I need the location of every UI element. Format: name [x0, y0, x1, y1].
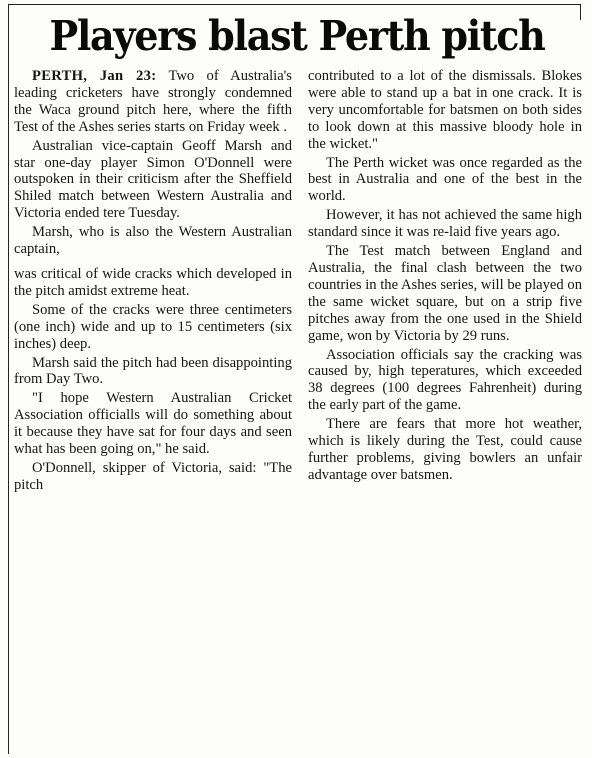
- clipping-border-left: [8, 4, 9, 754]
- paragraph: "I hope Western Australian Cricket Association officialls will do something about it because they have sat for four days and seen what has been going on," he said.: [14, 390, 292, 458]
- paragraph: The Test match between England and Australia, the final clash between the two countries in the Ashes series, will be played on the same wicket square, but on a strip five pitches away from the one used in the Shield game, won by Victoria by 29 runs.: [308, 243, 582, 344]
- article-column-left: [14, 68, 292, 496]
- paragraph: The Perth wicket was once regarded as the best in Australia and one of the best in the world.: [308, 154, 582, 205]
- paragraph: was critical of wide cracks which developed in the pitch amidst extreme heat.: [14, 265, 292, 299]
- dateline: PERTH, Jan 23:: [32, 68, 157, 84]
- paragraph-text: Two of Australia's leading cricketers have strongly condemned the Waca ground pitch here, where the fifth Test of the Ashes series starts on Friday week .: [14, 68, 292, 135]
- paragraph: contributed to a lot of the dismissals. Blokes were able to stand up a bat in one crack. It is very uncomfortable for batsmen on both sides to look down at this massive bloody hole in the wicket.": [308, 68, 582, 152]
- paragraph: Australian vice-captain Geoff Marsh and star one-day player Simon O'Donnell were outspoken in their criticism after the Sheffield Shiled match between Western Australia and Victoria ended tere Tuesday.: [14, 137, 292, 222]
- clipping-border-right: [580, 4, 581, 20]
- clipping-border-top: [8, 4, 580, 5]
- paragraph: However, it has not achieved the same high standard since it was re-laid five years ago.: [308, 207, 582, 241]
- paragraph: There are fears that more hot weather, which is likely during the Test, could cause further problems, giving bowlers an unfair advantage over batsmen.: [308, 416, 582, 483]
- article-column-right: [308, 68, 582, 486]
- headline: Players blast Perth pitch: [49, 12, 545, 60]
- paragraph-lead: [14, 68, 292, 136]
- paragraph: Marsh said the pitch had been disappointing from Day Two.: [14, 354, 292, 388]
- paragraph: O'Donnell, skipper of Victoria, said: "The pitch: [14, 459, 292, 493]
- paragraph: Marsh, who is also the Western Australian captain,: [14, 224, 292, 258]
- paragraph: Some of the cracks were three centimeters (one inch) wide and up to 15 centimeters (six inches) deep.: [14, 301, 292, 352]
- paragraph: Association officials say the cracking was caused by, high teperatures, which exceeded 38 degrees (100 degrees Fahrenheit) during the early part of the game.: [308, 346, 582, 414]
